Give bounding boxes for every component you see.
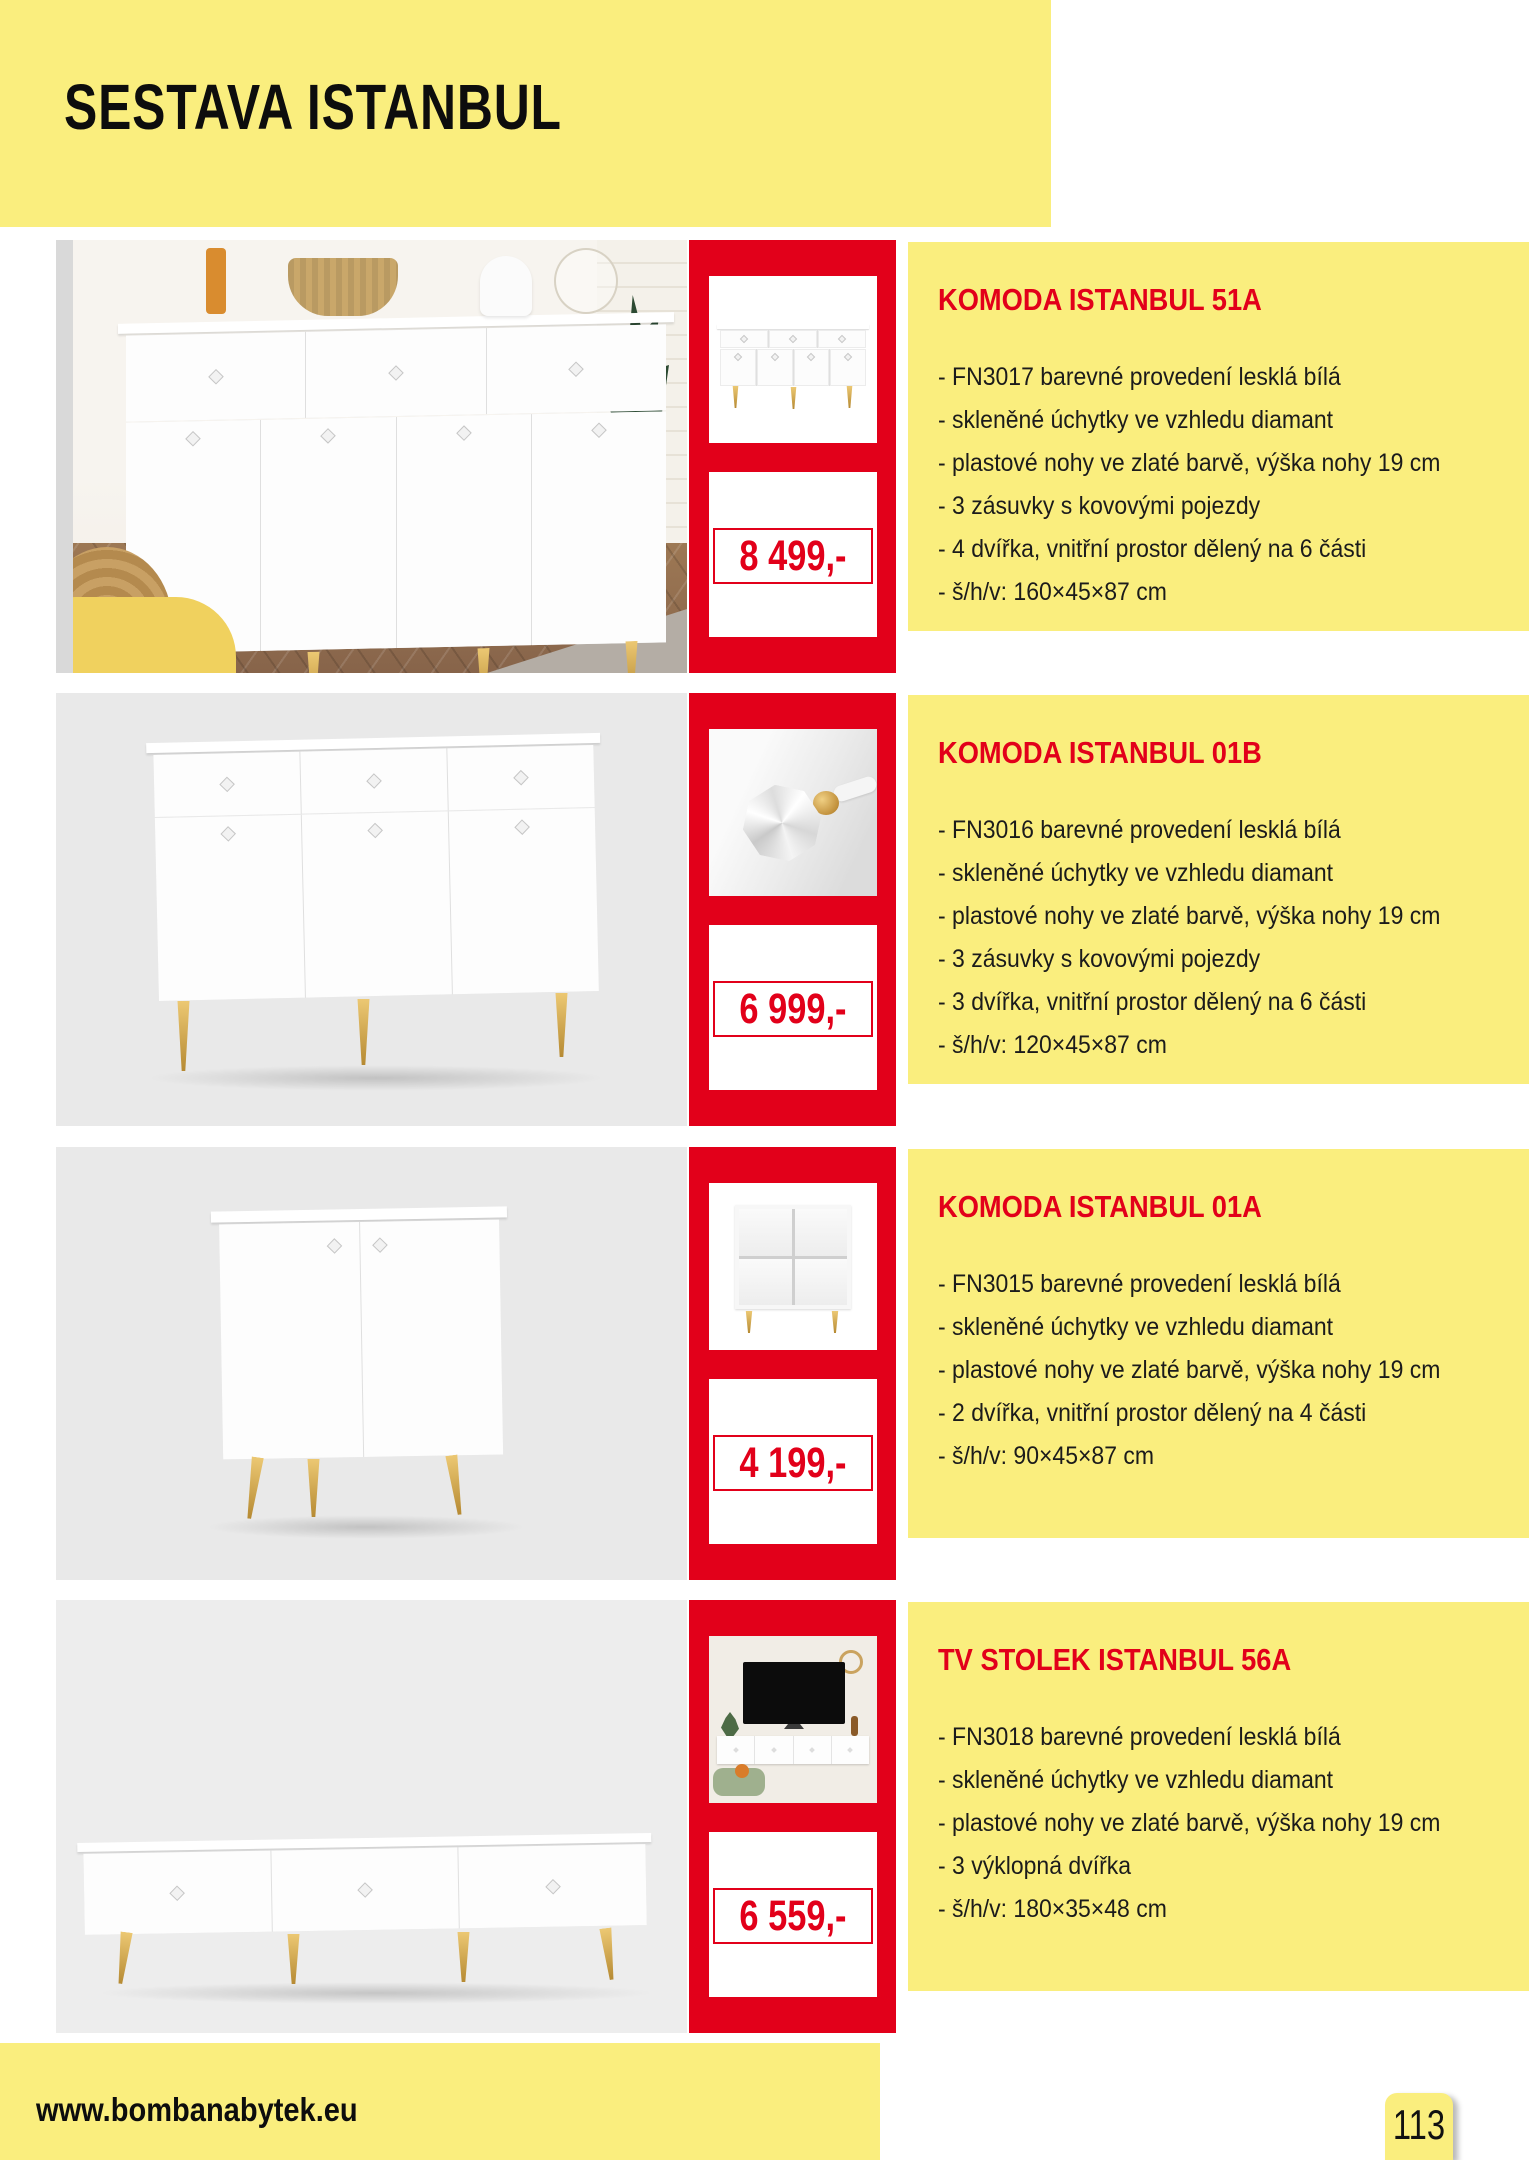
product-row: [0, 1147, 1529, 1580]
candle-art: [206, 248, 226, 314]
mini-tv-bench-art: [717, 1736, 869, 1764]
page-number: 113: [1392, 2101, 1446, 2148]
product-info-panel: [908, 242, 1529, 631]
product-thumbnail-tv-scene: [709, 1636, 877, 1803]
compartments-art: [739, 1209, 847, 1305]
product-row: [0, 1600, 1529, 2033]
sideboard-art: [126, 312, 666, 653]
footer-url: www.bombanabytek.eu: [36, 2091, 358, 2128]
spec-line: - skleněné úchytky ve vzhledu diamant: [938, 859, 1334, 887]
product-row: [0, 693, 1529, 1126]
price-column: [689, 1600, 896, 2033]
spec-line: - 3 zásuvky s kovovými pojezdy: [938, 492, 1261, 520]
spec-line: - 3 zásuvky s kovovými pojezdy: [938, 945, 1261, 973]
price-label: 8 499,-: [739, 531, 847, 580]
tv-bench-art: [83, 1833, 647, 1935]
price-column: [689, 693, 896, 1126]
bottle-art: [851, 1716, 858, 1736]
yellow-blanket-art: [56, 597, 236, 673]
page-title-block: [0, 0, 1051, 227]
price-column: [689, 240, 896, 673]
tv-art: [743, 1662, 845, 1724]
plant-art: [721, 1712, 739, 1736]
spec-line: - FN3018 barevné provedení lesklá bílá: [938, 1723, 1341, 1751]
open-chest-art: [735, 1205, 851, 1309]
product-thumbnail-handle-closeup: [709, 729, 877, 896]
mini-sideboard-art: [720, 324, 866, 386]
product-name: KOMODA ISTANBUL 51A: [938, 282, 1262, 317]
flap-door-fronts: [83, 1844, 646, 1935]
product-specs: [938, 809, 1484, 1067]
price-label: 6 999,-: [739, 984, 847, 1033]
price-label: 4 199,-: [739, 1438, 847, 1487]
spec-line: - š/h/v: 120×45×87 cm: [938, 1031, 1167, 1059]
bust-art: [480, 256, 532, 316]
product-photo-lifestyle-sideboard: [56, 240, 687, 673]
price-label: 6 559,-: [739, 1891, 847, 1940]
product-specs: [938, 1263, 1484, 1478]
product-photo-sideboard-3door: [56, 693, 687, 1126]
floor-shadow-art: [96, 1982, 656, 2004]
spec-line: - FN3017 barevné provedení lesklá bílá: [938, 363, 1341, 391]
drawer-fronts: [153, 745, 594, 817]
spec-line: - 3 dvířka, vnitřní prostor dělený na 6 části: [938, 988, 1367, 1016]
spec-line: - skleněné úchytky ve vzhledu diamant: [938, 1313, 1334, 1341]
product-photo-chest-2door: [56, 1147, 687, 1580]
price-column: [689, 1147, 896, 1580]
chest-art: [219, 1207, 503, 1460]
spec-line: - š/h/v: 180×35×48 cm: [938, 1895, 1167, 1923]
spec-line: - plastové nohy ve zlaté barvě, výška nohy 19 cm: [938, 1356, 1441, 1384]
spec-line: - š/h/v: 90×45×87 cm: [938, 1442, 1155, 1470]
wall-edge-art: [56, 240, 73, 673]
spec-line: - plastové nohy ve zlaté barvě, výška nohy 19 cm: [938, 902, 1441, 930]
drawer-fronts: [126, 324, 666, 421]
floor-shadow-art: [146, 1065, 606, 1091]
wire-sphere-art: [554, 248, 618, 314]
price-strip: [713, 1435, 873, 1491]
price-strip: [713, 1888, 873, 1944]
price-box: [709, 472, 877, 637]
spec-line: - skleněné úchytky ve vzhledu diamant: [938, 1766, 1334, 1794]
product-name: KOMODA ISTANBUL 01B: [938, 735, 1262, 770]
spec-line: - plastové nohy ve zlaté barvě, výška nohy 19 cm: [938, 449, 1441, 477]
page-title: SESTAVA ISTANBUL: [64, 71, 562, 143]
door-fronts: [219, 1220, 503, 1460]
product-specs: [938, 356, 1484, 614]
page-number-tab: [1385, 2093, 1453, 2160]
floor-shadow-art: [206, 1515, 526, 1539]
spec-line: - FN3015 barevné provedení lesklá bílá: [938, 1270, 1341, 1298]
product-name: TV STOLEK ISTANBUL 56A: [938, 1642, 1292, 1677]
spec-line: - 3 výklopná dvířka: [938, 1852, 1132, 1880]
fruit-art: [735, 1764, 749, 1778]
product-row: [0, 240, 1529, 673]
spec-line: - 4 dvířka, vnitřní prostor dělený na 6 části: [938, 535, 1367, 563]
price-strip: [713, 981, 873, 1037]
price-box: [709, 925, 877, 1090]
product-specs: [938, 1716, 1484, 1931]
spec-line: - 2 dvířka, vnitřní prostor dělený na 4 části: [938, 1399, 1367, 1427]
price-box: [709, 1379, 877, 1544]
basket-art: [288, 258, 398, 316]
product-photo-tv-bench: [56, 1600, 687, 2033]
spec-line: - skleněné úchytky ve vzhledu diamant: [938, 406, 1334, 434]
product-thumbnail-open-chest: [709, 1183, 877, 1350]
sideboard-art: [153, 733, 599, 1001]
product-thumbnail-sideboard: [709, 276, 877, 443]
product-info-panel: [908, 695, 1529, 1084]
product-name: KOMODA ISTANBUL 01A: [938, 1189, 1262, 1224]
spec-line: - FN3016 barevné provedení lesklá bílá: [938, 816, 1341, 844]
spec-line: - š/h/v: 160×45×87 cm: [938, 578, 1167, 606]
product-info-panel: [908, 1602, 1529, 1991]
spec-line: - plastové nohy ve zlaté barvě, výška nohy 19 cm: [938, 1809, 1441, 1837]
footer-bar: [0, 2043, 880, 2160]
door-fronts: [155, 808, 599, 1001]
price-strip: [713, 528, 873, 584]
product-info-panel: [908, 1149, 1529, 1538]
price-box: [709, 1832, 877, 1997]
